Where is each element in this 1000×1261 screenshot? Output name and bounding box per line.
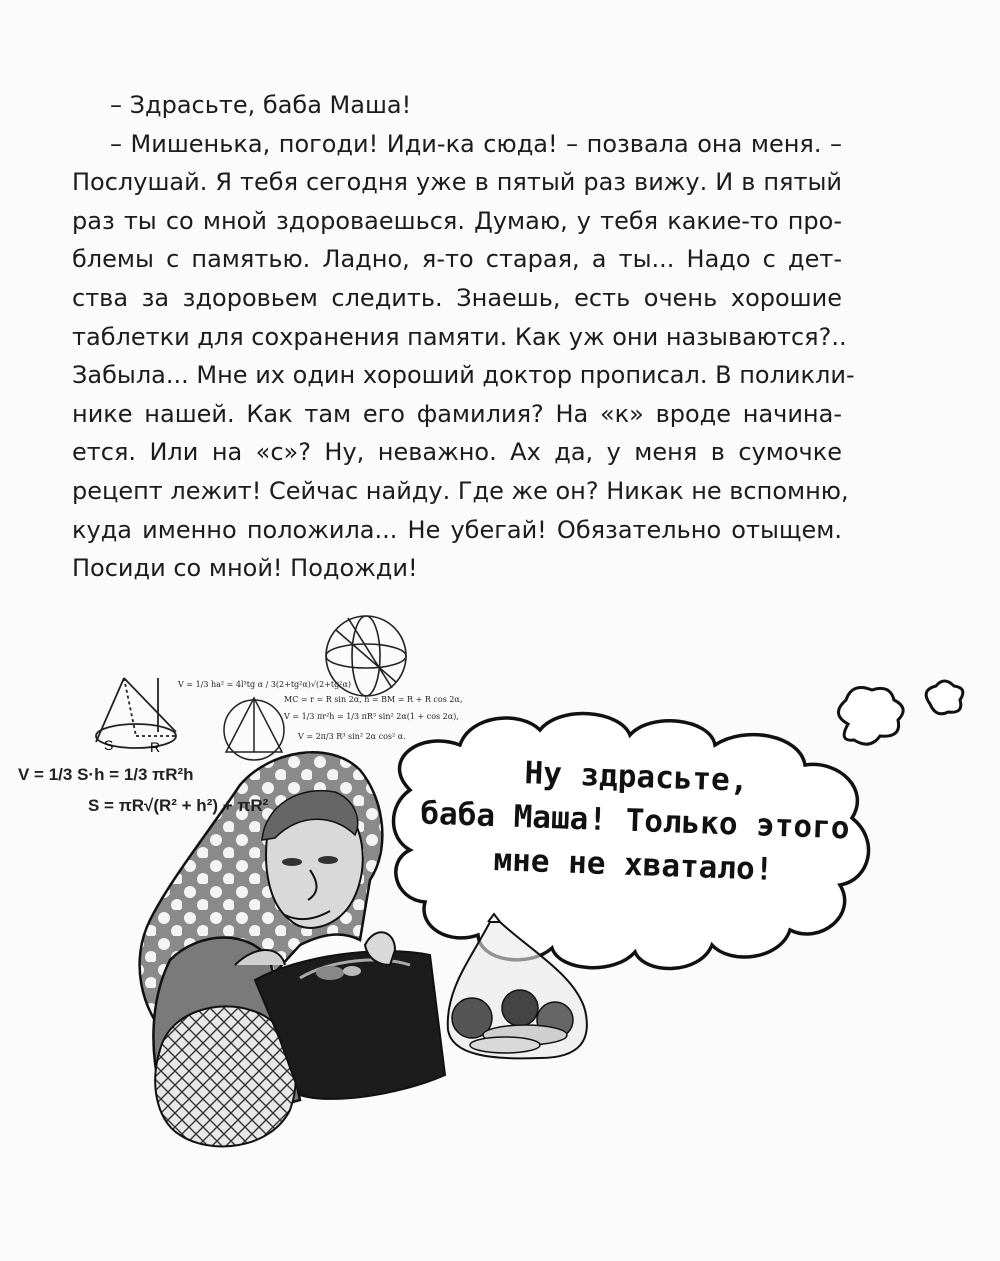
small-formula-4: V = 2π/3 R³ sin² 2α cos² α.: [298, 732, 406, 741]
speech-line: нике нашей. Как там его фамилия? На «к» вроде начина-: [72, 399, 842, 428]
speech-line: ется. Или на «с»? Ну, неважно. Ах да, у меня в сумочке: [72, 438, 842, 467]
story-text: [72, 86, 855, 588]
speech-paragraph: [72, 125, 855, 588]
speech-line: – Мишенька, погоди! Иди-ка сюда! – позвала она меня. –: [110, 129, 842, 158]
speech-line: Забыла... Мне их один хороший доктор прописал. В поликли-: [72, 361, 855, 390]
speech-line: Посиди со мной! Подожди!: [72, 554, 418, 583]
cone-surface-formula: S = πR√(R² + h²) + πR²: [88, 796, 269, 815]
speech-line: блемы с памятью. Ладно, я-то старая, а ты... Надо с дет-: [72, 245, 842, 274]
small-formula-2: MC = r = R sin 2α, h = BM = R + R cos 2α,: [284, 695, 463, 704]
thought-line: мне не хватало!: [492, 842, 774, 888]
cone-label-s: S: [104, 737, 114, 753]
greeting-line: – Здрасьте, баба Маша!: [110, 91, 412, 119]
thought-line: баба Маша! Только этого: [419, 795, 851, 847]
speech-line: ства за здоровьем следить. Знаешь, есть очень хорошие: [72, 283, 842, 312]
thought-line: Ну здрасьте,: [523, 755, 750, 799]
speech-line: рецепт лежит! Сейчас найду. Где же он? Никак не вспомню,: [72, 476, 849, 505]
speech-line: раз ты со мной здороваешься. Думаю, у тебя какие-то про-: [72, 206, 842, 235]
speech-line: таблетки для сохранения памяти. Как уж они называются?..: [72, 322, 847, 351]
thought-tail: [838, 681, 962, 744]
grandma-illustration: [0, 600, 1000, 1261]
triangle-circle-diagram: [224, 698, 284, 760]
speech-line: Послушай. Я тебя сегодня уже в пятый раз вижу. И в пятый: [72, 168, 842, 197]
cone-label-r: R: [150, 739, 161, 755]
small-formula-1: V = 1/3 ha² = 4l³tg α / 3(2+tg²α)√(2+tg²α): [178, 680, 351, 689]
small-formula-3: V = 1/3 πr²h = 1/3 πR³ sin² 2α(1 + cos 2α),: [284, 712, 459, 721]
thought-bubble-text: [418, 748, 852, 895]
speech-line: куда именно положила... Не убегай! Обязательно отыщем.: [72, 515, 842, 544]
cone-volume-formula: V = 1/3 S·h = 1/3 πR²h: [18, 765, 194, 784]
greeting-paragraph: [72, 86, 842, 125]
